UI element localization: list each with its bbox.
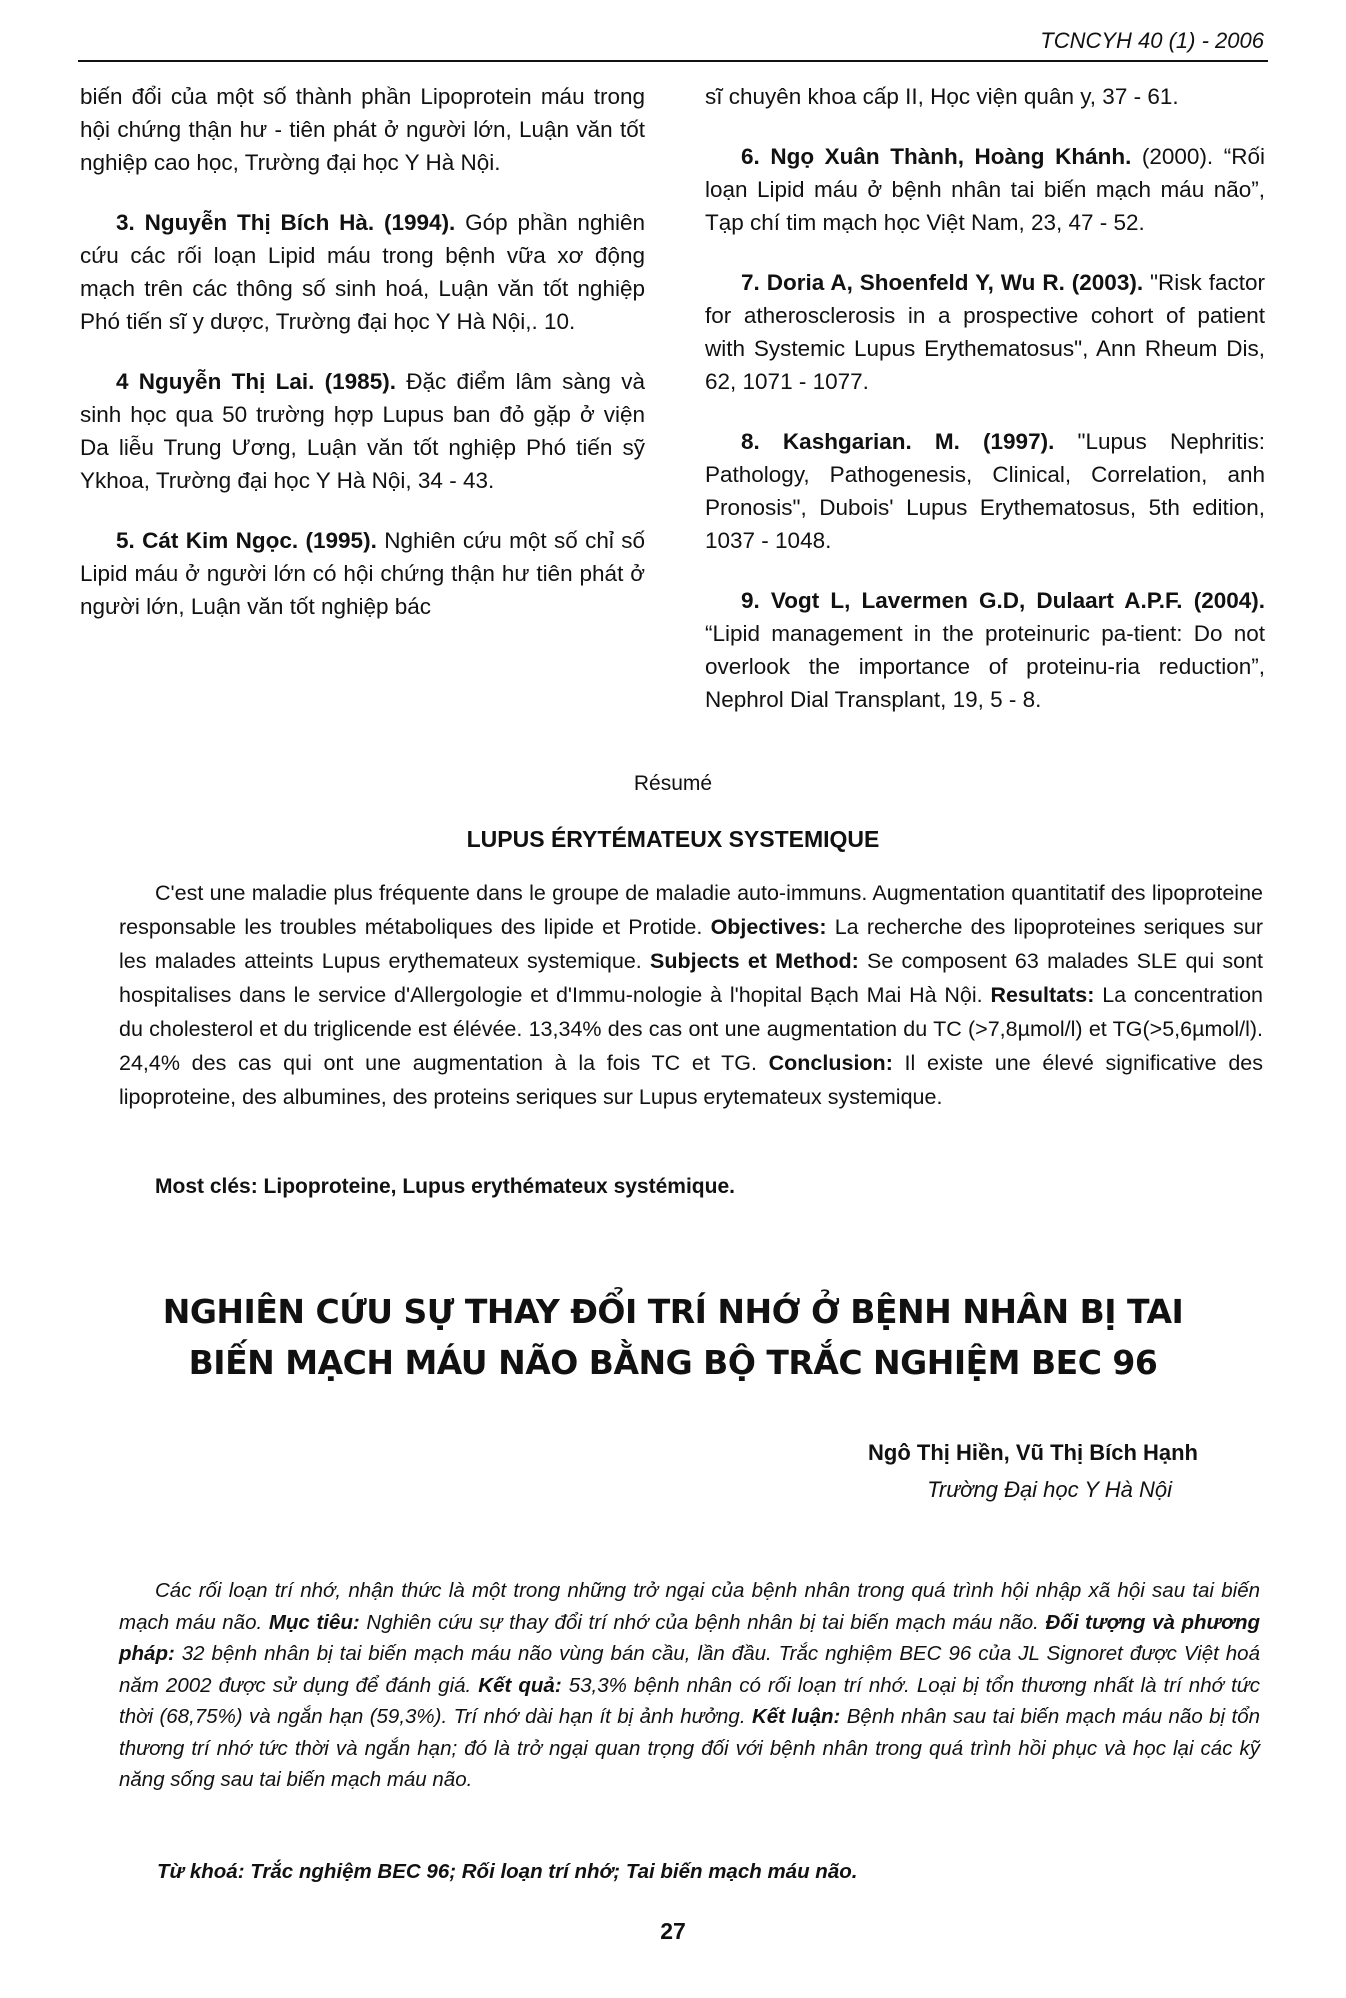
references-right-column	[705, 80, 1265, 743]
journal-header: TCNCYH 40 (1) - 2006	[1040, 28, 1264, 53]
page-number: 27	[660, 1918, 686, 1944]
article-abstract	[119, 1575, 1260, 1796]
reference-item	[705, 266, 1265, 398]
text-segment: Bệnh nhân sau tai biến mạch máu não bị tổn thương trí nhớ tức thời và ngắn hạn; đó là trở ngại quan trọng đối với bệnh nhân trong quá trình hồi phục và học lại các kỹ năng sống sau tai biến mạch máu não.	[119, 1705, 1260, 1791]
article-authors: Ngô Thị Hiền, Vũ Thị Bích Hạnh	[868, 1440, 1198, 1465]
bold-label: Kết quả:	[478, 1673, 562, 1697]
bold-label: Conclusion:	[768, 1051, 893, 1075]
reference-continuation: sĩ chuyên khoa cấp II, Học viện quân y, 37 - 61.	[705, 84, 1179, 109]
references-left-column	[80, 80, 645, 650]
bold-label: Resultats:	[990, 983, 1095, 1007]
reference-text: "Risk factor for atherosclerosis in a prospective cohort of patient with Systemic Lupus Erythematosus", Ann Rheum Dis, 62, 1071 - 1077.	[705, 270, 1265, 394]
resume-title: LUPUS ÉRYTÉMATEUX SYSTEMIQUE	[466, 826, 880, 852]
text-segment: Se composent 63 malades SLE qui sont hospitalises dans le service d'Allergologie et d'Immu-nologie à l'hopital Bạch Mai Hà Nội.	[119, 949, 1263, 1007]
bold-label: Subjects et Method:	[650, 949, 859, 973]
article-title-line: BIẾN MẠCH MÁU NÃO BẰNG BỘ TRẮC NGHIỆM BEC 96	[188, 1343, 1158, 1382]
text-segment: 53,3% bệnh nhân có rối loạn trí nhớ. Loại bị tổn thương nhất là trí nhớ tức thời (68,75%) và ngắn hạn (59,3%). Trí nhớ dài hạn ít bị ảnh hưởng.	[119, 1673, 1261, 1728]
reference-item	[705, 140, 1265, 239]
resume-keywords: Most clés: Lipoproteine, Lupus erythémateux systémique.	[155, 1175, 735, 1198]
bold-label: Đối tượng và phương pháp:	[119, 1610, 1260, 1665]
article-title	[0, 1286, 1346, 1388]
reference-author: 4 Nguyễn Thị Lai. (1985).	[116, 369, 396, 394]
reference-text: Góp phần nghiên cứu các rối loạn Lipid máu trong bệnh vữa xơ động mạch trên các thông số sinh hoá, Luận văn tốt nghiệp Phó tiến sĩ y dược, Trường đại học Y Hà Nội,. 10.	[80, 210, 646, 334]
text-segment: La recherche des lipoproteines seriques sur les malades atteints Lupus erythemateux systemique.	[119, 915, 1263, 973]
reference-author: 3. Nguyễn Thị Bích Hà. (1994).	[116, 210, 456, 235]
reference-text: "Lupus Nephritis: Pathology, Pathogenesis, Clinical, Correlation, anh Pronosis", Dubois' Lupus Erythematosus, 5th edition, 1037 - 1048.	[705, 429, 1265, 553]
reference-author: 8. Kashgarian. M. (1997).	[741, 429, 1055, 454]
reference-item	[80, 206, 645, 338]
reference-text: (2000). “Rối loạn Lipid máu ở bệnh nhân tai biến mạch máu não”, Tạp chí tim mạch học Việt Nam, 23, 47 - 52.	[705, 144, 1266, 235]
resume-label: Résumé	[633, 772, 713, 795]
reference-item	[80, 524, 645, 623]
bold-label: Objectives:	[710, 915, 827, 939]
reference-item	[705, 425, 1265, 557]
reference-text: Đặc điểm lâm sàng và sinh học qua 50 trường hợp Lupus ban đỏ gặp ở viện Da liễu Trung Ương, Luận văn tốt nghiệp Phó tiến sỹ Ykhoa, Trường đại học Y Hà Nội, 34 - 43.	[80, 369, 645, 493]
reference-item	[80, 365, 645, 497]
text-segment: C'est une maladie plus fréquente dans le groupe de maladie auto-immuns. Augmentation quantitatif des lipoproteine responsable les troubles métaboliques des lipide et Protide.	[119, 881, 1263, 939]
article-affiliation: Trường Đại học Y Hà Nội	[927, 1477, 1172, 1502]
text-segment: La concentration du cholesterol et du triglicende est élévée. 13,34% des cas ont une augmentation du TC (>7,8µmol/l) et TG(>5,6µmol/l). 24,4% des cas qui ont une augmentation à la fois TC et TG.	[119, 983, 1263, 1075]
reference-author: 5. Cát Kim Ngọc. (1995).	[116, 528, 377, 553]
text-segment: Il existe une élevé significative des lipoproteine, des albumines, des proteins seriques sur Lupus erytemateux systemique.	[119, 1051, 1263, 1109]
bold-label: Mục tiêu:	[268, 1610, 360, 1634]
reference-continuation: biến đổi của một số thành phần Lipoprotein máu trong hội chứng thận hư - tiên phát ở người lớn, Luận văn tốt nghiệp cao học, Trường đại học Y Hà Nội.	[80, 84, 645, 175]
reference-author: 6. Ngọ Xuân Thành, Hoàng Khánh.	[741, 144, 1132, 169]
reference-text: “Lipid management in the proteinuric pa-tient: Do not overlook the importance of proteinu-ria reduction”, Nephrol Dial Transplant, 19, 5 - 8.	[705, 621, 1265, 712]
text-segment: Nghiên cứu sự thay đổi trí nhớ của bệnh nhân bị tai biến mạch máu não.	[359, 1610, 1046, 1634]
reference-text: Nghiên cứu một số chỉ số Lipid máu ở người lớn có hội chứng thận hư tiên phát ở người lớn, Luận văn tốt nghiệp bác	[80, 528, 645, 619]
header-rule	[78, 60, 1268, 62]
article-title-line: NGHIÊN CỨU SỰ THAY ĐỔI TRÍ NHỚ Ở BỆNH NHÂN BỊ TAI	[162, 1292, 1184, 1331]
reference-item	[705, 584, 1265, 716]
bold-label: Kết luận:	[751, 1705, 841, 1728]
reference-author: 9. Vogt L, Lavermen G.D, Dulaart A.P.F. (2004).	[741, 588, 1265, 613]
text-segment: 32 bệnh nhân bị tai biến mạch máu não vùng bán cầu, lần đầu. Trắc nghiệm BEC 96 của JL Signoret được Việt hoá năm 2002 được sử dụng để đánh giá.	[119, 1642, 1260, 1697]
article-keywords: Từ khoá: Trắc nghiệm BEC 96; Rối loạn trí nhớ; Tai biến mạch máu não.	[157, 1860, 858, 1883]
resume-abstract	[119, 876, 1263, 1114]
reference-author: 7. Doria A, Shoenfeld Y, Wu R. (2003).	[741, 270, 1144, 295]
text-segment: Các rối loạn trí nhớ, nhận thức là một trong những trở ngại của bệnh nhân trong quá trình hội nhập xã hội sau tai biến mạch máu não.	[119, 1579, 1260, 1634]
